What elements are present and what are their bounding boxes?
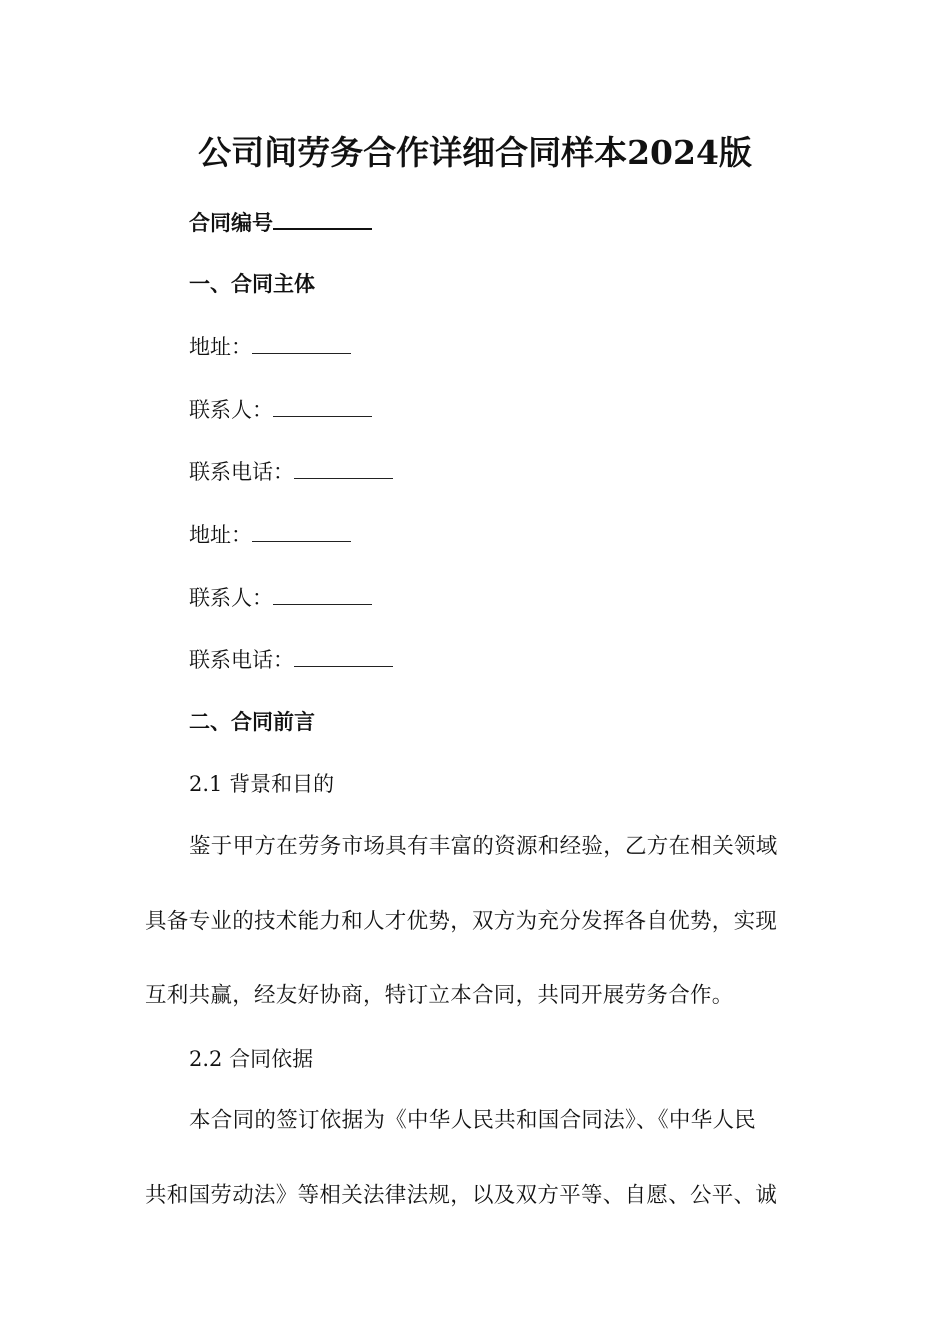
subsection-heading-basis: 2.2 合同依据: [189, 1047, 314, 1071]
paragraph-line: 共和国劳动法》等相关法律法规，以及双方平等、自愿、公平、诚: [145, 1183, 778, 1208]
party-b-contact-line: [189, 584, 372, 612]
contract-number-label: 合同编号: [189, 210, 273, 235]
field-label: 联系人：: [189, 586, 273, 610]
paragraph-line: 具备专业的技术能力和人才优势，双方为充分发挥各自优势，实现: [145, 909, 778, 934]
section-heading-preamble: 二、合同前言: [189, 709, 315, 734]
paragraph-line: 鉴于甲方在劳务市场具有丰富的资源和经验，乙方在相关领域: [189, 834, 778, 859]
party-a-address-line: [189, 333, 351, 361]
field-label: 联系电话：: [189, 460, 294, 484]
party-a-address-blank[interactable]: [252, 333, 351, 354]
field-label: 地址：: [189, 523, 252, 547]
contract-number-line: [189, 208, 372, 237]
contract-number-blank[interactable]: [273, 208, 372, 230]
party-b-address-blank[interactable]: [252, 521, 351, 542]
paragraph-line: 互利共赢，经友好协商，特订立本合同，共同开展劳务合作。: [145, 983, 734, 1008]
party-b-phone-blank[interactable]: [294, 646, 393, 667]
field-label: 联系人：: [189, 398, 273, 422]
party-a-phone-blank[interactable]: [294, 458, 393, 479]
field-label: 地址：: [189, 335, 252, 359]
document-title: 公司间劳务合作详细合同样本2024版: [198, 133, 752, 172]
party-b-phone-line: [189, 646, 393, 674]
paragraph-line: 本合同的签订依据为《中华人民共和国合同法》、《中华人民: [189, 1108, 757, 1133]
party-a-phone-line: [189, 458, 393, 486]
field-label: 联系电话：: [189, 648, 294, 672]
party-b-contact-blank[interactable]: [273, 584, 372, 605]
section-heading-parties: 一、合同主体: [189, 271, 315, 296]
party-a-contact-line: [189, 396, 372, 424]
subsection-heading-background: 2.1 背景和目的: [189, 772, 335, 796]
party-a-contact-blank[interactable]: [273, 396, 372, 417]
party-b-address-line: [189, 521, 351, 549]
